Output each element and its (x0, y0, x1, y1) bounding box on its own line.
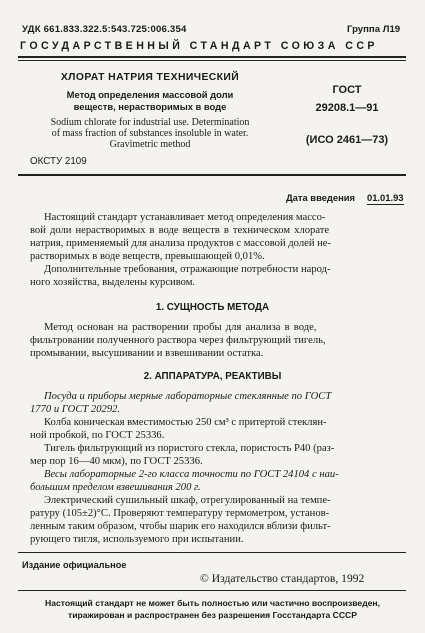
header-rule-top (18, 56, 406, 58)
section1-line-2: фильтровании полученного раствора через фильтрующий тигель, (30, 335, 326, 346)
section2-item-e-line1: Электрический сушильный шкаф, отрегулированный на темпе- (44, 495, 331, 506)
section2-item-e-line2: ратуру (105±2)°С. Проверяют температуру термометром, установ- (30, 508, 330, 519)
reproduction-notice-line2: тиражирован и распространен без разрешения Госстандарта СССР (68, 610, 357, 620)
gost-number: 29208.1—91 (315, 102, 379, 114)
section1-line-1: Метод основан на растворении пробы для анализа в воде, (44, 322, 317, 333)
iso-reference: (ИСО 2461—73) (305, 134, 389, 146)
official-edition-label: Издание официальное (22, 560, 127, 570)
udk-code: УДК 661.833.322.5:543.725:006.354 (22, 24, 187, 35)
section2-item-a-line2: 1770 и ГОСТ 20292. (30, 404, 121, 415)
section1-line-3: промывании, высушивании и взвешивании остатка. (30, 348, 264, 359)
section2-heading: 2. АППАРАТУРА, РЕАКТИВЫ (143, 371, 282, 382)
section2-item-c-line1: Тигель фильтрующий из пористого стекла, пористость Р40 (раз- (44, 443, 335, 454)
intro-line-1: Настоящий стандарт устанавливает метод определения массо- (44, 212, 326, 223)
title-block-rule (18, 174, 406, 176)
document-subtitle-line1: Метод определения массовой доли (66, 89, 234, 100)
gost-label: ГОСТ (332, 84, 362, 96)
okstu-code: ОКСТУ 2109 (30, 156, 87, 167)
document-title: ХЛОРАТ НАТРИЯ ТЕХНИЧЕСКИЙ (60, 72, 240, 83)
effective-date-value: 01.01.93 (367, 192, 404, 203)
standard-banner: ГОСУДАРСТВЕННЫЙ СТАНДАРТ СОЮЗА ССР (20, 40, 378, 52)
english-title-line3: Gravimetric method (109, 139, 191, 150)
section2-item-e-line3: ленным таким образом, чтобы шарик его находился вблизи фильт- (30, 521, 331, 532)
document-subtitle-line2: веществ, нерастворимых в воде (73, 101, 227, 112)
footer-rule-top (18, 552, 406, 553)
section2-item-b-line2: ной пробкой, по ГОСТ 25336. (30, 430, 165, 441)
section2-item-d-line2: большим пределом взвешивания 200 г. (30, 482, 201, 493)
english-title-line1: Sodium chlorate for industrial use. Determination (50, 117, 250, 128)
footer-rule-bottom (18, 590, 406, 591)
section2-item-b-line1: Колба коническая вместимостью 250 см³ с притертой стеклян- (44, 417, 327, 428)
intro-line-2: вой доли нерастворимых в воде веществ в техническом хлорате (30, 225, 330, 236)
effective-date-label: Дата введения (286, 192, 355, 203)
reproduction-notice-line1: Настоящий стандарт не может быть полностью или частично воспроизведен, (44, 598, 381, 608)
header-rule-bottom (18, 60, 406, 61)
section1-heading: 1. СУЩНОСТЬ МЕТОДА (155, 302, 270, 313)
intro-line-4: растворимых в воде веществ, превышающей 0,01%. (30, 251, 265, 262)
section2-item-c-line2: мер пор 16—40 мкм), по ГОСТ 25336. (30, 456, 203, 467)
group-code: Группа Л19 (347, 24, 401, 35)
intro-line-5: Дополнительные требования, отражающие потребности народ- (44, 264, 331, 275)
english-title-line2: of mass fraction of substances insoluble in water. (51, 128, 249, 139)
intro-line-6: ного хозяйства, выделены курсивом. (30, 277, 196, 288)
section2-item-e-line4: рующего тигля, используемого при испытании. (30, 534, 244, 545)
copyright-notice: © Издательство стандартов, 1992 (200, 572, 365, 585)
section2-item-d-line1: Весы лабораторные 2-го класса точности по ГОСТ 24104 с наи- (44, 469, 339, 480)
section2-item-a-line1: Посуда и приборы мерные лабораторные стеклянные по ГОСТ (44, 391, 332, 402)
intro-line-3: натрия, применяемый для анализа продуктов с массовой долей не- (30, 238, 332, 249)
